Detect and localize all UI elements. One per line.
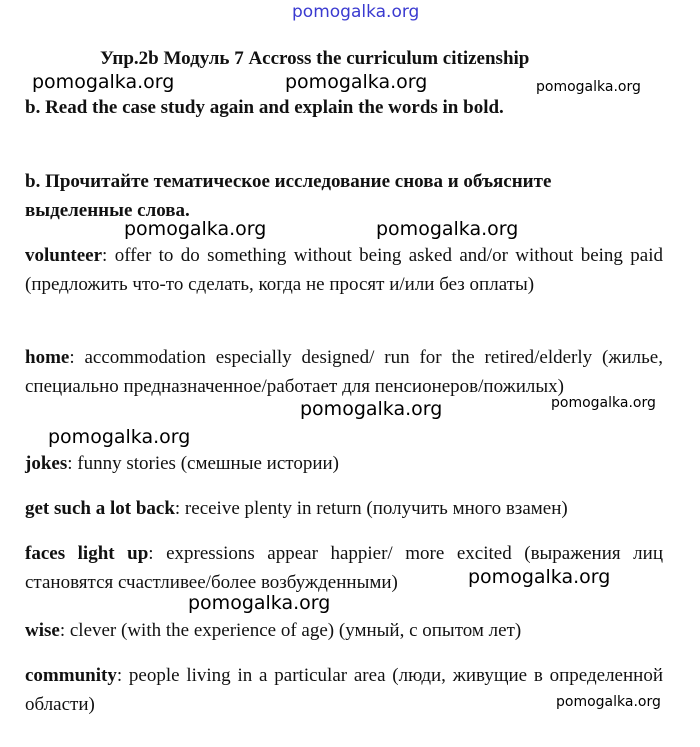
definition: : offer to do something without being asked and/or without being paid (предложить что-то сделать, когда не просят и/или без оплаты) [25, 245, 663, 295]
definition: : expressions appear happier/ more excited (выражения лиц становятся счастливее/более возбужденными) [25, 543, 663, 593]
term: wise [25, 620, 60, 641]
term: jokes [25, 453, 68, 474]
term: faces light up [25, 543, 149, 564]
watermark: pomogalka.org [468, 566, 611, 588]
watermark-top: pomogalka.org [292, 2, 420, 22]
entry-get-such-a-lot-back [25, 494, 663, 523]
entry-home [25, 343, 663, 401]
page-title: Упр.2b Модуль 7 Accross the curriculum citizenship [100, 48, 530, 69]
term: home [25, 347, 70, 368]
instruction-russian-text: b. Прочитайте тематическое исследование снова и объясните [25, 171, 552, 192]
instruction-russian-line2: выделенные слова. [25, 200, 190, 221]
entry-jokes [25, 449, 663, 478]
entry-community [25, 661, 663, 719]
instruction-russian-line1 [25, 171, 663, 193]
watermark: pomogalka.org [124, 218, 267, 240]
instruction-english: b. Read the case study again and explain the words in bold. [25, 97, 504, 118]
watermark: pomogalka.org [376, 218, 519, 240]
definition: : clever (with the experience of age) (умный, с опытом лет) [59, 620, 522, 641]
watermark: pomogalka.org [188, 592, 331, 614]
term: get such a lot back [25, 498, 175, 519]
watermark: pomogalka.org [300, 398, 443, 420]
definition: : funny stories (смешные истории) [67, 453, 339, 474]
term: volunteer [25, 245, 103, 266]
watermark: pomogalka.org [536, 79, 641, 95]
watermark: pomogalka.org [285, 71, 428, 93]
definition: : receive plenty in return (получить много взамен) [174, 498, 568, 519]
watermark: pomogalka.org [551, 395, 656, 411]
entry-wise [25, 616, 663, 645]
definition: : people living in a particular area (люди, живущие в определенной области) [25, 665, 663, 715]
term: community [25, 665, 117, 686]
watermark: pomogalka.org [32, 71, 175, 93]
watermark: pomogalka.org [556, 694, 661, 710]
definition: : accommodation especially designed/ run for the retired/elderly (жилье, специально предназначенное/работает для пенсионеров/пожилых) [25, 347, 663, 397]
entry-volunteer [25, 241, 663, 299]
watermark: pomogalka.org [48, 426, 191, 448]
